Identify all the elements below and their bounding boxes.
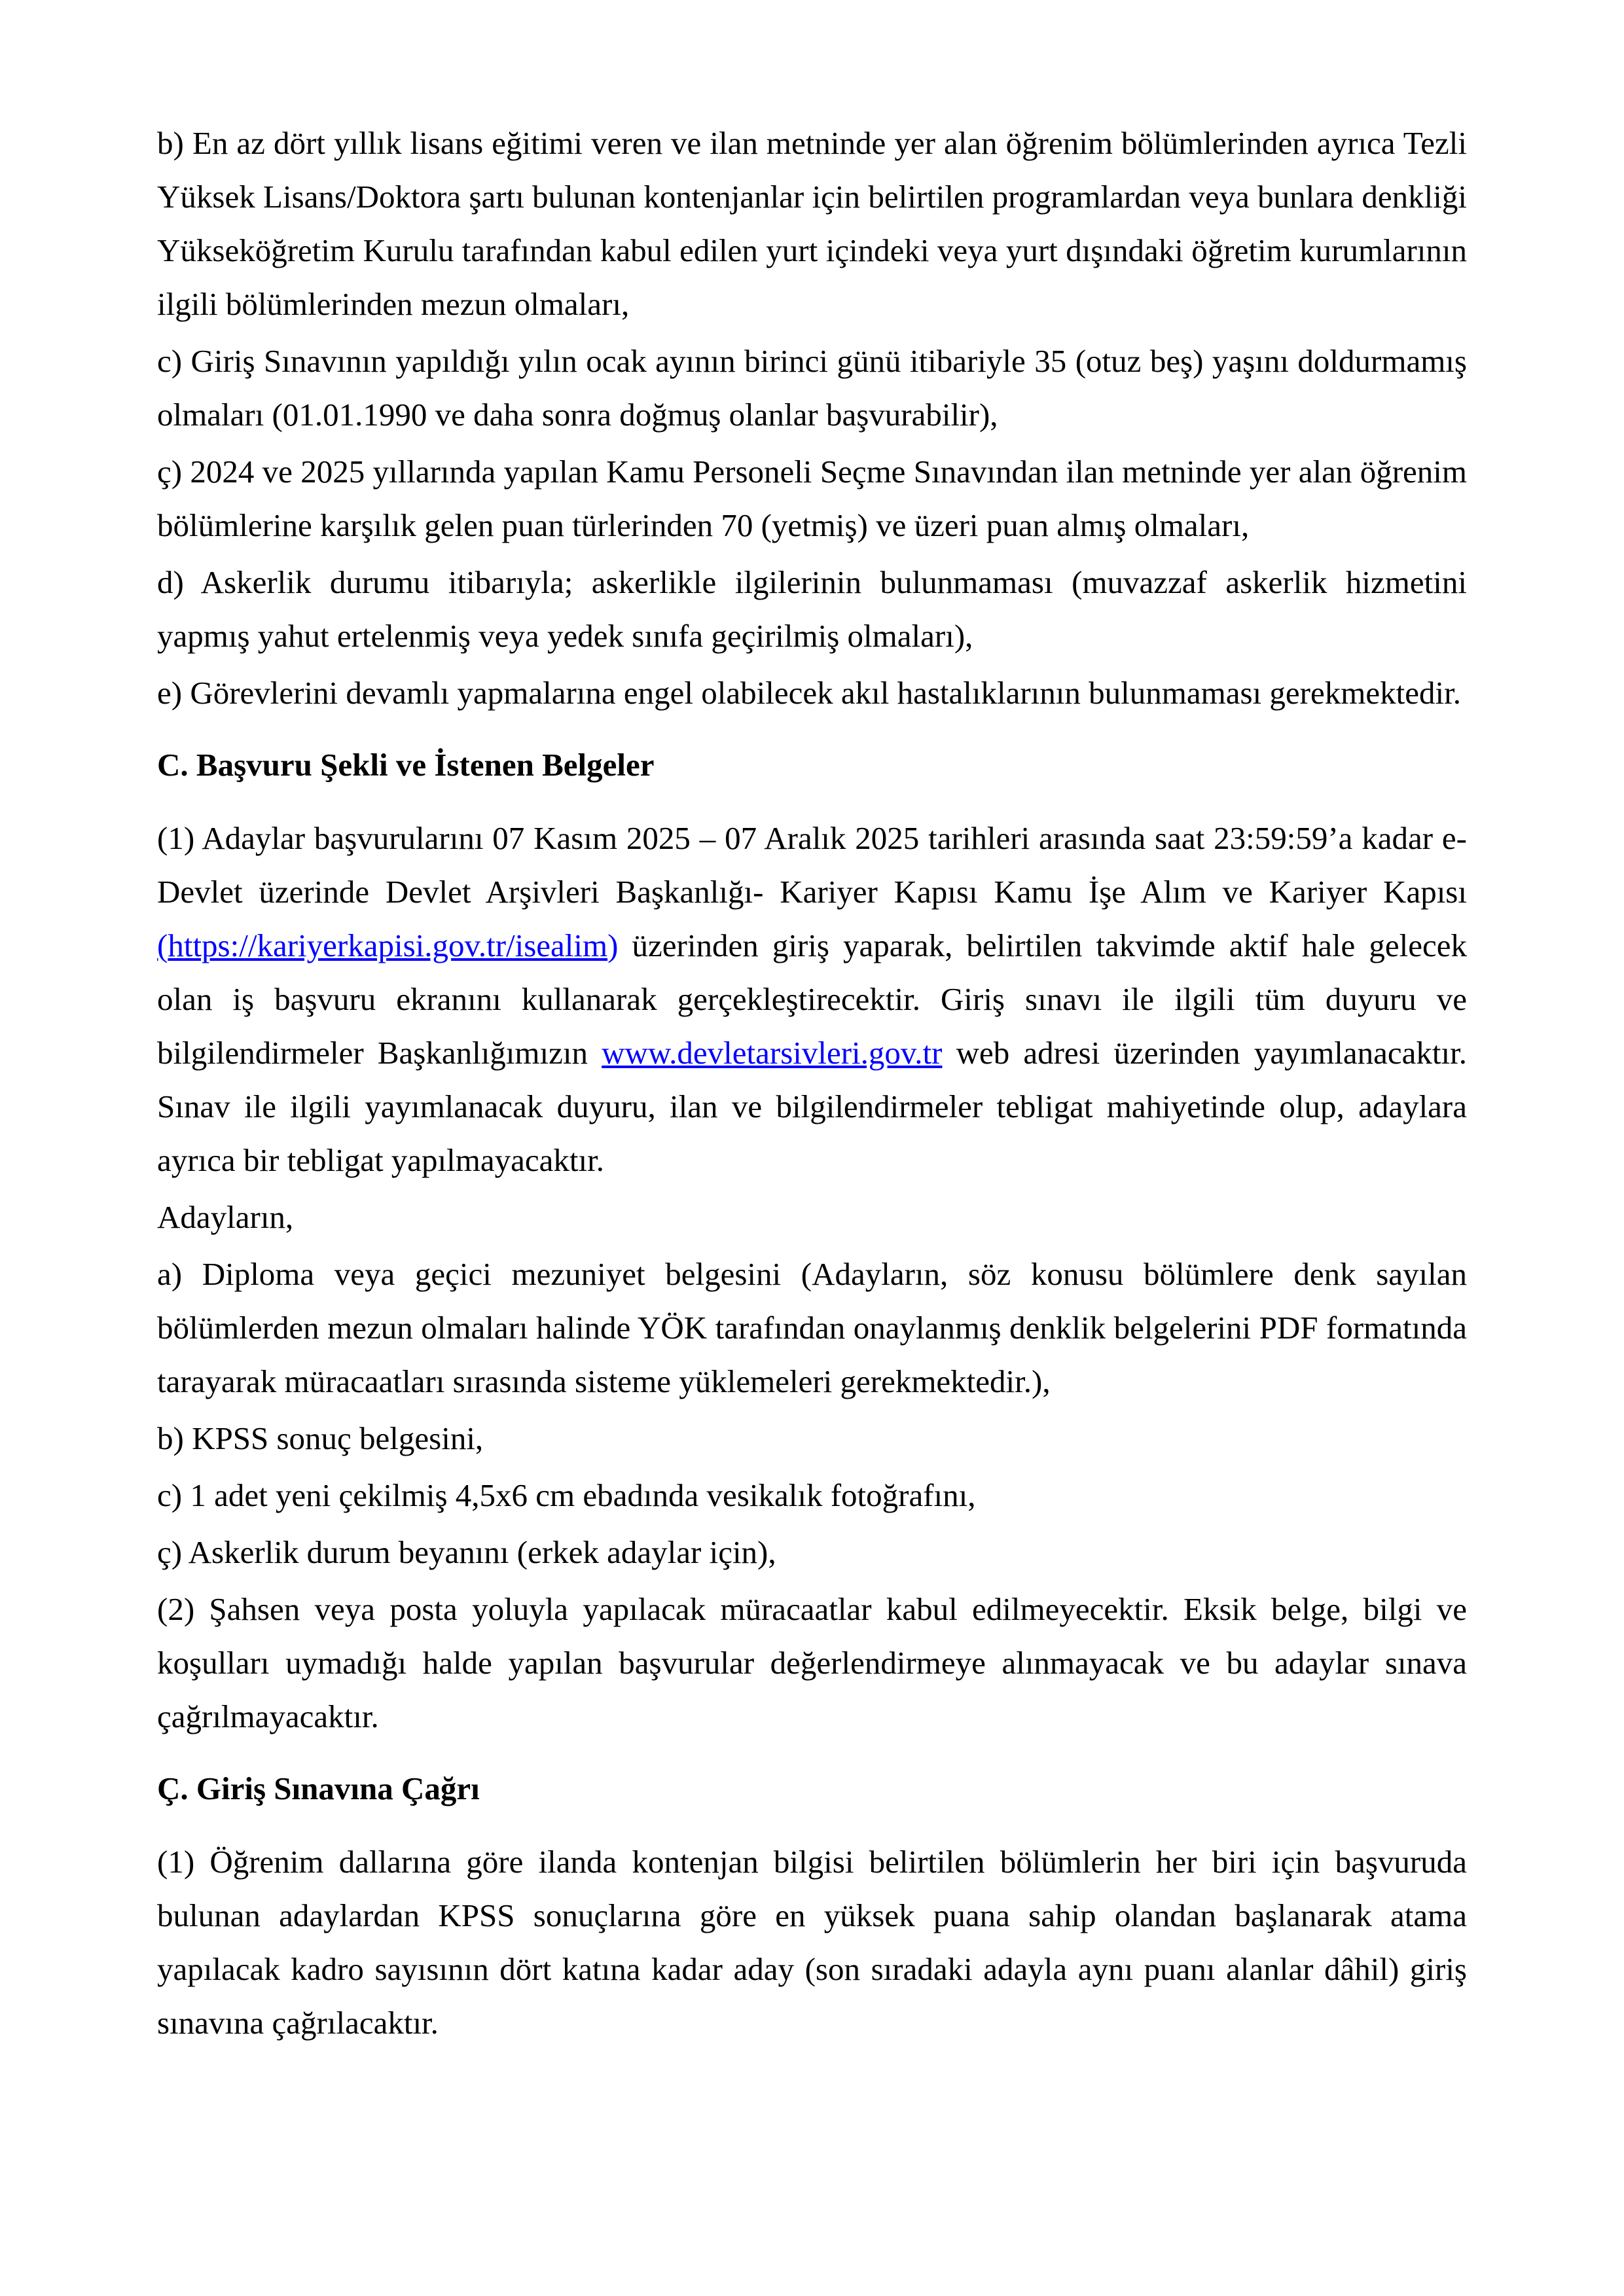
application-p1-text-post: web adresi üzerinden yayımlanacaktır. Sınav ile ilgili yayımlanacak duyuru, ilan ve bilgilendirmeler tebligat mahiyetinde olup, adaylara ayrıca bir tebligat yapılmayacaktır.	[157, 1035, 1468, 1178]
section-heading-exam-call: Ç. Giriş Sınavına Çağrı	[157, 1770, 480, 1806]
paragraph-document-c: c) 1 adet yeni çekilmiş 4,5x6 cm ebadında vesikalık fotoğrafını,	[157, 1477, 976, 1513]
paragraph-eligibility-b: b) En az dört yıllık lisans eğitimi veren ve ilan metninde yer alan öğrenim bölümlerinden ayrıca Tezli Yüksek Lisans/Doktora şartı bulunan kontenjanlar için belirtilen programlardan veya bunlara denkliği Yükseköğretim Kurulu tarafından kabul edilen yurt içindeki veya yurt dışındaki öğretim kurumlarının ilgili bölümlerinden mezun olmaları,	[157, 125, 1467, 322]
paragraph-exam-call-1: (1) Öğrenim dallarına göre ilanda kontenjan bilgisi belirtilen bölümlerin her biri için başvuruda bulunan adaylardan KPSS sonuçlarına göre en yüksek puana sahip olandan başlanarak atama yapılacak kadro sayısının dört katına kadar aday (son sıradaki adayla aynı puanı alanlar dâhil) giriş sınavına çağrılacaktır.	[157, 1844, 1467, 2041]
paragraph-eligibility-c: c) Giriş Sınavının yapıldığı yılın ocak ayının birinci günü itibariyle 35 (otuz beş) yaşını doldurmamış olmaları (01.01.1990 ve daha sonra doğmuş olanlar başvurabilir),	[157, 343, 1467, 433]
open-paren: (	[157, 927, 168, 963]
paragraph-adaylarin: Adayların,	[157, 1199, 294, 1235]
paragraph-document-a: a) Diploma veya geçici mezuniyet belgesini (Adayların, söz konusu bölümlere denk sayılan bölümlerden mezun olmaları halinde YÖK tarafından onaylanmış denklik belgelerini PDF formatında tarayarak müracaatları sırasında sisteme yüklemeleri gerekmektedir.),	[157, 1256, 1467, 1399]
application-p1-text-mid: üzerinden giriş yaparak, belirtilen takvimde aktif hale gelecek olan iş başvuru ekranını kullanarak gerçekleştirecektir. Giriş sınavı ile ilgili tüm duyuru ve bilgilendirmeler Başkanlığımızın	[157, 927, 1467, 1071]
paragraph-document-c-cedilla: ç) Askerlik durum beyanını (erkek adaylar için),	[157, 1534, 776, 1570]
paragraph-document-b: b) KPSS sonuç belgesini,	[157, 1420, 484, 1456]
link-devletarsivleri[interactable]: www.devletarsivleri.gov.tr	[602, 1035, 943, 1071]
application-p1-text-pre: (1) Adaylar başvurularını 07 Kasım 2025 – 07 Aralık 2025 tarihleri arasında saat 23:59:59’a kadar e-Devlet üzerinde Devlet Arşivleri Başkanlığı- Kariyer Kapısı Kamu İşe Alım ve Kariyer Kapısı	[157, 820, 1467, 910]
paragraph-eligibility-e: e) Görevlerini devamlı yapmalarına engel olabilecek akıl hastalıklarının bulunmaması gerekmektedir.	[157, 675, 1461, 711]
paragraph-eligibility-c-cedilla: ç) 2024 ve 2025 yıllarında yapılan Kamu Personeli Seçme Sınavından ilan metninde yer alan öğrenim bölümlerine karşılık gelen puan türlerinden 70 (yetmiş) ve üzeri puan almış olmaları,	[157, 454, 1467, 543]
document-content	[157, 117, 1467, 2053]
link-kariyerkapisi[interactable]: https://kariyerkapisi.gov.tr/isealim	[168, 927, 608, 963]
paragraph-eligibility-d: d) Askerlik durumu itibarıyla; askerlikle ilgilerinin bulunmaması (muvazzaf askerlik hizmetini yapmış yahut ertelenmiş veya yedek sınıfa geçirilmiş olmaları),	[157, 564, 1467, 654]
close-paren: )	[607, 927, 619, 963]
paragraph-application-2: (2) Şahsen veya posta yoluyla yapılacak müracaatlar kabul edilmeyecektir. Eksik belge, bilgi ve koşulları uymadığı halde yapılan başvurular değerlendirmeye alınmayacak ve bu adaylar sınava çağrılmayacaktır.	[157, 1591, 1467, 1734]
section-heading-application: C. Başvuru Şekli ve İstenen Belgeler	[157, 747, 655, 783]
paragraph-application-1	[157, 812, 1467, 1187]
